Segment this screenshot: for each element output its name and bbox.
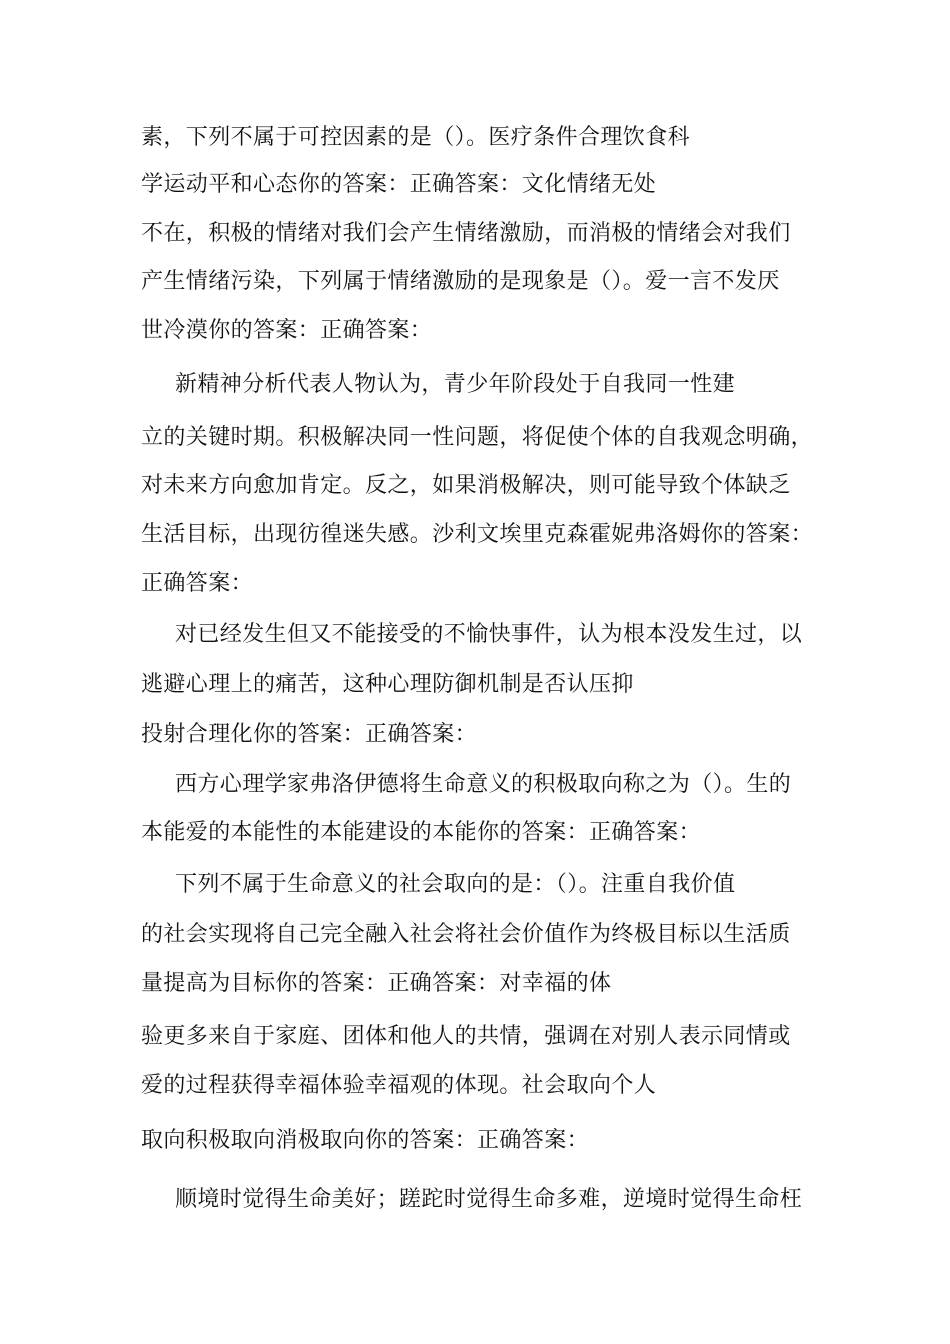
text-line: 投射合理化你的答案：正确答案：: [141, 722, 478, 747]
text-line: 学运动平和心态你的答案：正确答案：文化情绪无处: [141, 172, 657, 197]
text-line: 产生情绪污染，下列属于情绪激励的是现象是（）。爱一言不发厌: [141, 269, 780, 294]
text-line: 世冷漠你的答案：正确答案：: [141, 318, 433, 343]
text-line: 生活目标，出现彷徨迷失感。沙利文埃里克森霍妮弗洛姆你的答案：: [141, 522, 814, 547]
text-line: 逃避心理上的痛苦，这种心理防御机制是否认压抑: [141, 672, 634, 697]
paragraph-start-line: 下列不属于生命意义的社会取向的是：（）。注重自我价值: [175, 872, 736, 897]
text-line: 立的关键时期。积极解决同一性问题，将促使个体的自我观念明确，: [141, 425, 814, 450]
paragraph-start-line: 顺境时觉得生命美好；蹉跎时觉得生命多难，逆境时觉得生命枉: [175, 1187, 803, 1212]
text-line: 量提高为目标你的答案：正确答案：对幸福的体: [141, 971, 612, 996]
text-line: 验更多来自于家庭、团体和他人的共情，强调在对别人表示同情或: [141, 1024, 791, 1049]
text-line: 正确答案：: [141, 571, 254, 596]
text-line: 对未来方向愈加肯定。反之，如果消极解决，则可能导致个体缺乏: [141, 473, 791, 498]
paragraph-start-line: 对已经发生但又不能接受的不愉快事件，认为根本没发生过，以: [175, 622, 803, 647]
text-line: 本能爱的本能性的本能建设的本能你的答案：正确答案：: [141, 820, 702, 845]
paragraph-start-line: 西方心理学家弗洛伊德将生命意义的积极取向称之为（）。生的: [175, 772, 792, 797]
text-line: 不在，积极的情绪对我们会产生情绪激励，而消极的情绪会对我们: [141, 221, 791, 246]
text-line: 素，下列不属于可控因素的是（）。医疗条件合理饮食科: [141, 125, 691, 150]
text-line: 的社会实现将自己完全融入社会将社会价值作为终极目标以生活质: [141, 922, 791, 947]
paragraph-start-line: 新精神分析代表人物认为，青少年阶段处于自我同一性建: [175, 372, 736, 397]
text-line: 取向积极取向消极取向你的答案：正确答案：: [141, 1128, 590, 1153]
text-line: 爱的过程获得幸福体验幸福观的体现。社会取向个人: [141, 1073, 657, 1098]
